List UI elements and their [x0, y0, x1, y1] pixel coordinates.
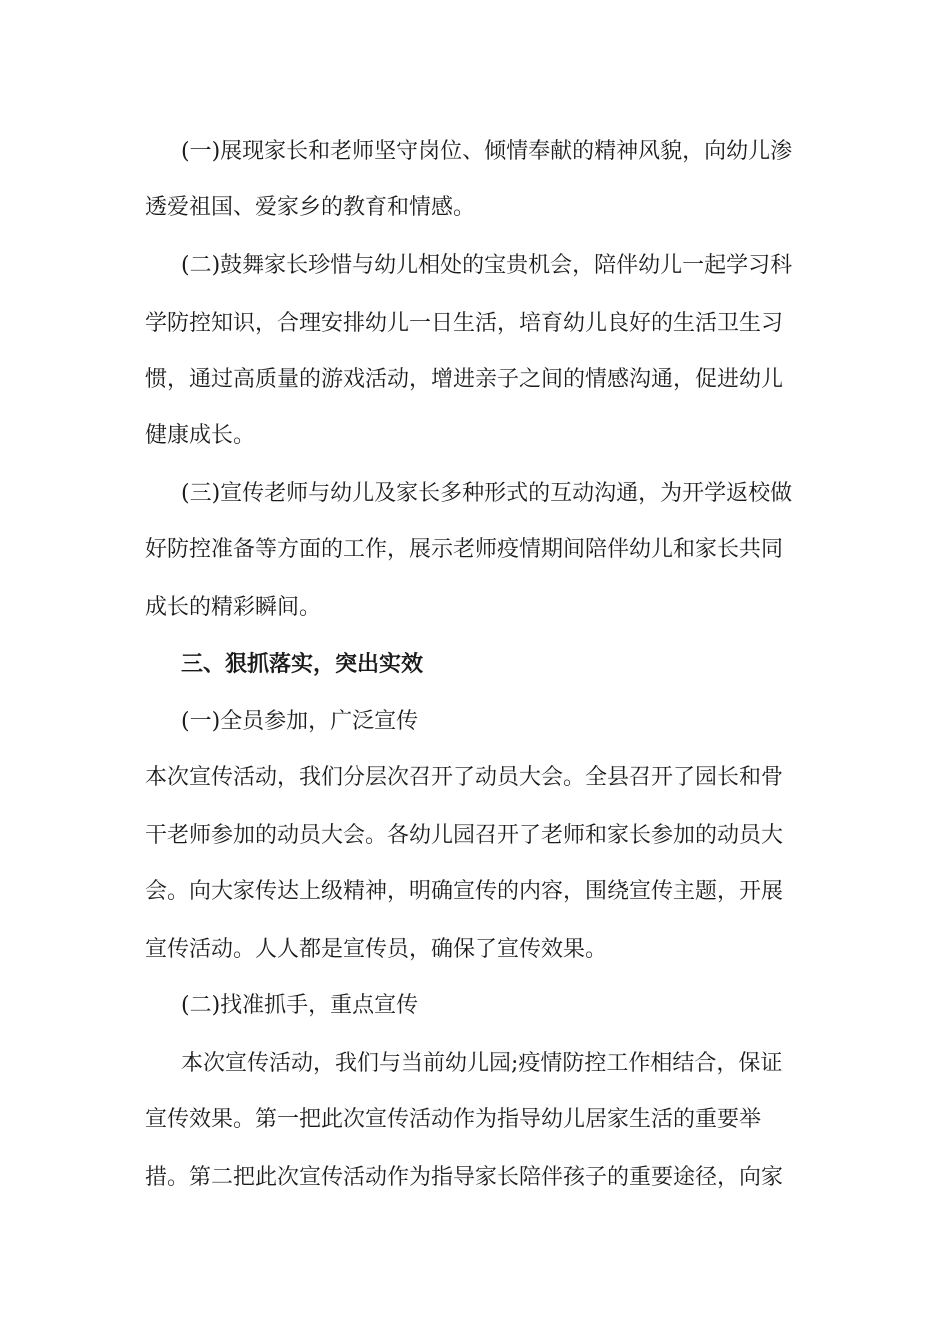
- paragraph-line: (一)展现家长和老师坚守岗位、倾情奉献的精神风貌，向幼儿渗: [181, 139, 793, 164]
- section-heading: 三、狠抓落实，突出实效: [181, 651, 424, 677]
- paragraph-line: (二)鼓舞家长珍惜与幼儿相处的宝贵机会，陪伴幼儿一起学习科: [181, 253, 793, 278]
- paragraph-line: 措。第二把此次宣传活动作为指导家长陪伴孩子的重要途径，向家: [145, 1165, 784, 1190]
- paragraph-line: 学防控知识，合理安排幼儿一日生活，培育幼儿良好的生活卫生习: [145, 311, 784, 336]
- paragraph-line: 会。向大家传达上级精神，明确宣传的内容，围绕宣传主题，开展: [145, 879, 784, 904]
- subsection-heading: (二)找准抓手，重点宣传: [181, 993, 419, 1018]
- paragraph-line: 透爱祖国、爱家乡的教育和情感。: [145, 195, 476, 220]
- subsection-heading: (一)全员参加，广泛宣传: [181, 709, 419, 734]
- paragraph-line: 健康成长。: [145, 423, 256, 448]
- paragraph-line: 成长的精彩瞬间。: [145, 595, 322, 620]
- paragraph-line: 本次宣传活动，我们分层次召开了动员大会。全县召开了园长和骨: [145, 765, 784, 790]
- paragraph-line: 干老师参加的动员大会。各幼儿园召开了老师和家长参加的动员大: [145, 823, 784, 848]
- paragraph-line: 宣传效果。第一把此次宣传活动作为指导幼儿居家生活的重要举: [145, 1107, 762, 1132]
- paragraph-line: 好防控准备等方面的工作，展示老师疫情期间陪伴幼儿和家长共同: [145, 537, 784, 562]
- paragraph-line: 惯，通过高质量的游戏活动，增进亲子之间的情感沟通，促进幼儿: [145, 367, 784, 392]
- paragraph-line: 本次宣传活动，我们与当前幼儿园;疫情防控工作相结合，保证: [181, 1051, 783, 1076]
- paragraph-line: (三)宣传老师与幼儿及家长多种形式的互动沟通，为开学返校做: [181, 481, 793, 506]
- paragraph-line: 宣传活动。人人都是宣传员，确保了宣传效果。: [145, 937, 608, 962]
